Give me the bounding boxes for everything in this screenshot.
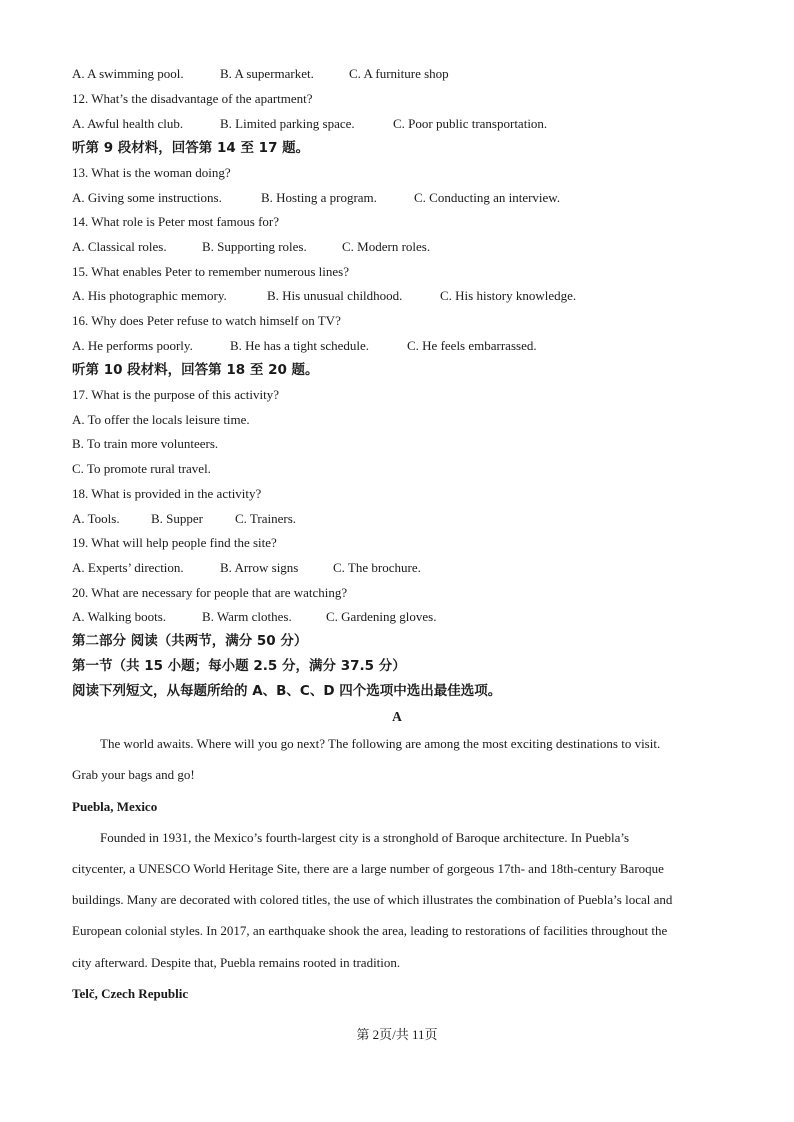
q11-option-b: B. A supermarket.	[220, 66, 314, 81]
q15-option-a: A. His photographic memory.	[72, 288, 227, 303]
intro-line-1: The world awaits. Where will you go next? The following are among the most exciting destinations to visit.	[100, 736, 661, 751]
reading-instructions: 阅读下列短文，从每题所给的 A、B、C、D 四个选项中选出最佳选项。	[72, 683, 502, 699]
q18-option-c: C. Trainers.	[235, 511, 297, 526]
q11-option-c: C. A furniture shop	[349, 66, 449, 81]
q17-option-a: A. To offer the locals leisure time.	[72, 412, 250, 427]
q20-stem: 20. What are necessary for people that are watching?	[72, 585, 348, 600]
q16-option-b: B. He has a tight schedule.	[230, 338, 369, 353]
q15-option-b: B. His unusual childhood.	[267, 288, 403, 303]
q19-stem: 19. What will help people find the site?	[72, 535, 277, 550]
puebla-line-5: city afterward. Despite that, Puebla remains rooted in tradition.	[72, 955, 401, 970]
q20-option-c: C. Gardening gloves.	[326, 609, 437, 624]
q13-stem: 13. What is the woman doing?	[72, 165, 231, 180]
q17-option-c: C. To promote rural travel.	[72, 461, 211, 476]
puebla-line-1: Founded in 1931, the Mexico’s fourth-largest city is a stronghold of Baroque architecture. In Puebla’s	[100, 830, 630, 845]
q18-stem: 18. What is provided in the activity?	[72, 486, 262, 501]
passage-label: A	[392, 709, 402, 724]
q17-option-b: B. To train more volunteers.	[72, 436, 219, 451]
q13-option-c: C. Conducting an interview.	[414, 190, 561, 205]
q15-option-c: C. His history knowledge.	[440, 288, 577, 303]
q13-option-b: B. Hosting a program.	[261, 190, 377, 205]
q12-option-a: A. Awful health club.	[72, 116, 184, 131]
page-footer: 第 2页/共 11页	[356, 1027, 438, 1042]
q15-stem: 15. What enables Peter to remember numerous lines?	[72, 264, 350, 279]
q20-option-b: B. Warm clothes.	[202, 609, 292, 624]
section-9-heading: 听第 9 段材料，回答第 14 至 17 题。	[72, 140, 310, 156]
q17-stem: 17. What is the purpose of this activity?	[72, 387, 279, 402]
q19-option-b: B. Arrow signs	[220, 560, 299, 575]
section-1-title: 第一节（共 15 小题；每小题 2.5 分，满分 37.5 分）	[72, 658, 406, 674]
q16-option-a: A. He performs poorly.	[72, 338, 193, 353]
q18-option-a: A. Tools.	[72, 511, 120, 526]
intro-line-2: Grab your bags and go!	[72, 767, 195, 782]
puebla-line-3: buildings. Many are decorated with colored titles, the use of which illustrates the combination of Puebla’s local and	[72, 892, 673, 907]
section-10-heading: 听第 10 段材料，回答第 18 至 20 题。	[72, 362, 319, 378]
q20-option-a: A. Walking boots.	[72, 609, 167, 624]
q14-option-c: C. Modern roles.	[342, 239, 431, 254]
puebla-line-2: citycenter, a UNESCO World Heritage Site, there are a large number of gorgeous 17th- and 18th-century Baroque	[72, 861, 664, 876]
q13-option-a: A. Giving some instructions.	[72, 190, 222, 205]
q12-option-c: C. Poor public transportation.	[393, 116, 548, 131]
telc-heading: Telč, Czech Republic	[72, 986, 189, 1001]
q12-stem: 12. What’s the disadvantage of the apartment?	[72, 91, 313, 106]
puebla-heading: Puebla, Mexico	[72, 799, 158, 814]
q14-option-b: B. Supporting roles.	[202, 239, 307, 254]
q19-option-c: C. The brochure.	[333, 560, 421, 575]
q11-option-a: A. A swimming pool.	[72, 66, 184, 81]
part-2-title: 第二部分 阅读（共两节，满分 50 分）	[72, 633, 308, 649]
q16-stem: 16. Why does Peter refuse to watch himself on TV?	[72, 313, 341, 328]
q18-option-b: B. Supper	[151, 511, 203, 526]
puebla-line-4: European colonial styles. In 2017, an earthquake shook the area, leading to restorations of facilities throughout the	[72, 923, 668, 938]
q14-option-a: A. Classical roles.	[72, 239, 167, 254]
q16-option-c: C. He feels embarrassed.	[407, 338, 537, 353]
q12-option-b: B. Limited parking space.	[220, 116, 355, 131]
q14-stem: 14. What role is Peter most famous for?	[72, 214, 279, 229]
q19-option-a: A. Experts’ direction.	[72, 560, 184, 575]
